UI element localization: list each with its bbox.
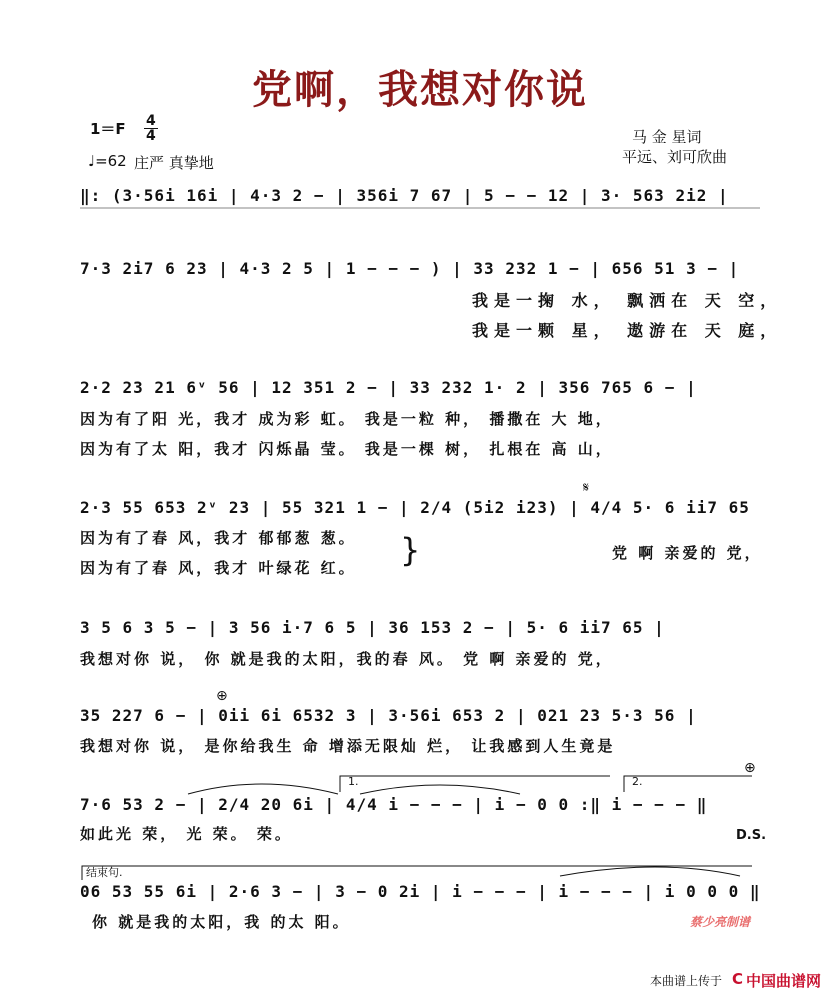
coda-section-label: 结束句. (86, 866, 123, 879)
time-signature-bottom: 4 (146, 128, 156, 144)
score-row-7-lyric: 如此光 荣， 光 荣。 荣。 (80, 825, 293, 843)
site-logo-icon: C (732, 970, 744, 988)
tie-arc-3 (560, 867, 740, 876)
tie-arc-2 (360, 785, 520, 794)
verse-brace: } (400, 531, 421, 569)
score-row-6-lyric: 我想对你 说， 是你给我生 命 增添无限灿 烂， 让我感到人生竟是 (80, 737, 616, 755)
score-row-3-notes: 2·2 23 21 6ᵛ 56 | 12 351 2 − | 33 232 1· 2 | 356 765 6 − | (80, 378, 697, 397)
tempo-marking: ♩=62 (88, 152, 127, 170)
lyricist-credit: 马 金 星词 (632, 128, 702, 146)
score-row-4-lyric-verse-1: 因为有了春 风，我才 郁郁葱 葱。 (80, 529, 357, 547)
composer-credit: 平远、刘可欣曲 (622, 148, 728, 166)
score-row-6-notes: 35 227 6 − | 0ii 6i 6532 3 | 3·56i 653 2 | 021 23 5·3 56 | (80, 706, 697, 725)
time-signature-top: 4 (146, 113, 156, 129)
coda-sign: ⊕ (216, 688, 228, 704)
score-row-4-lyric-verse-2: 因为有了春 风，我才 叶绿花 红。 (80, 559, 357, 577)
score-row-3-lyric-verse-2: 因为有了太 阳，我才 闪烁晶 莹。 我是一棵 树， 扎根在 高 山， (80, 440, 614, 458)
score-row-4-notes: 2·3 55 653 2ᵛ 23 | 55 321 1 − | 2/4 (5i2 i23) | 4/4 5· 6 ii7 65 (80, 498, 750, 517)
score-row-8-notes: 06 53 55 6i | 2·6 3 − | 3 − 0 2i | i − − − | i − − − | i 0 0 0 ‖ (80, 882, 761, 901)
score-row-4-lyric-right: 党 啊 亲爱的 党， (612, 544, 763, 562)
expression-marking: 庄严 真挚地 (134, 154, 214, 172)
segno-sign: 𝄋 (583, 480, 590, 496)
footer-upload-text: 本曲谱上传于 (650, 974, 723, 988)
volta-2-label: 2. (632, 775, 643, 788)
transcriber-watermark: 蔡少亮制谱 (690, 915, 751, 929)
score-row-2-lyric-verse-2: 我是一颗 星， 遨游在 天 庭， (472, 321, 783, 340)
dal-segno-mark: D.S. (736, 828, 767, 843)
volta-2-bracket (624, 776, 752, 792)
tie-arc-1 (188, 784, 338, 794)
coda-bracket (82, 866, 752, 880)
coda-sign-end: ⊕ (744, 760, 756, 776)
site-logo[interactable]: 中国曲谱网 (746, 972, 822, 990)
score-row-2-notes: 7·3 2i7 6 23 | 4·3 2 5 | 1 − − − ) | 33 232 1 − | 656 51 3 − | (80, 259, 740, 278)
score-row-5-lyric: 我想对你 说， 你 就是我的太阳，我的春 风。 党 啊 亲爱的 党， (80, 650, 614, 668)
page-title: 党啊，我想对你说 (252, 66, 588, 113)
score-row-7-notes: 7·6 53 2 − | 2/4 20 6i | 4/4 i − − − | i − 0 0 :‖ i − − − ‖ (80, 795, 708, 814)
volta-1-label: 1. (348, 775, 359, 788)
score-row-8-lyric: 你 就是我的太阳，我 的太 阳。 (92, 913, 351, 931)
score-row-3-lyric-verse-1: 因为有了阳 光，我才 成为彩 虹。 我是一粒 种， 播撒在 大 地， (80, 410, 614, 428)
key-signature: 1＝F (90, 120, 126, 138)
score-row-5-notes: 3 5 6 3 5 − | 3 56 i·7 6 5 | 36 153 2 − | 5· 6 ii7 65 | (80, 618, 665, 637)
score-row-1-notes: ‖: (3·56i 16i | 4·3 2 − | 356i 7 67 | 5 − − 12 | 3· 563 2i2 | (80, 186, 729, 205)
score-row-2-lyric-verse-1: 我是一掬 水， 飘洒在 天 空， (472, 291, 783, 310)
